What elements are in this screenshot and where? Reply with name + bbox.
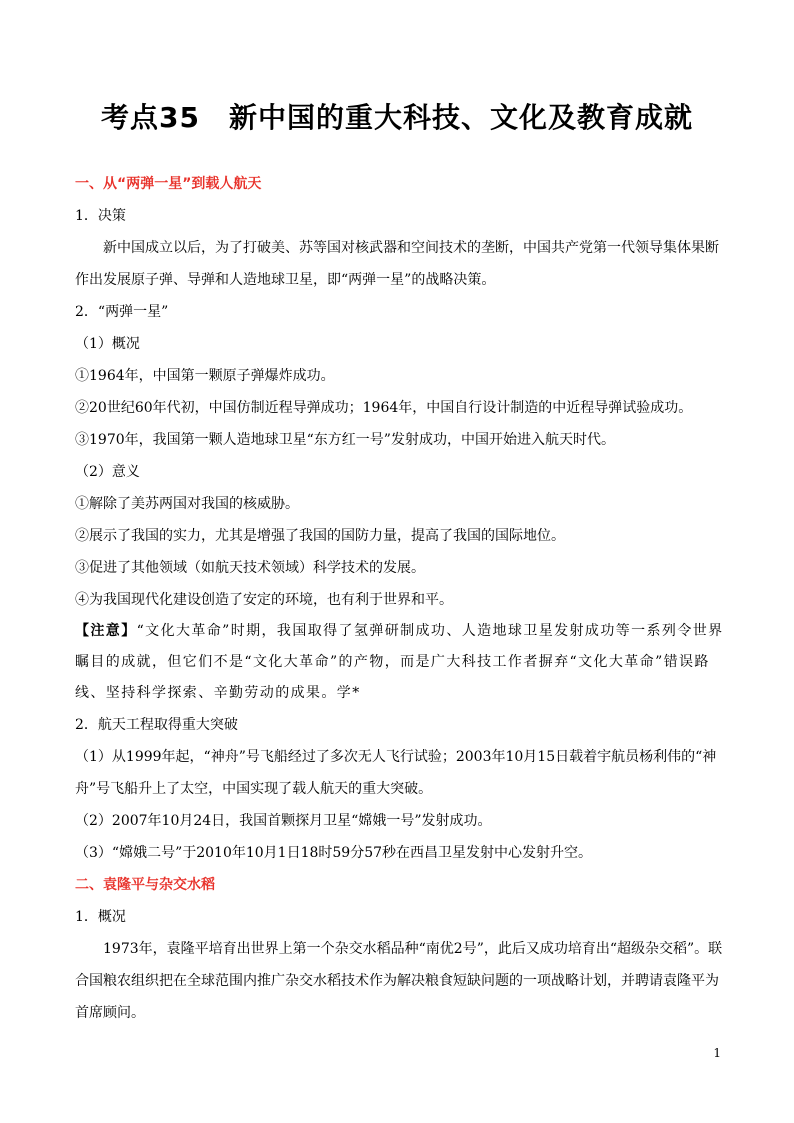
page-title: 考点35 新中国的重大科技、文化及教育成就: [101, 101, 693, 134]
list-item-overview-1: ①1964年，中国第一颗原子弹爆炸成功。: [75, 368, 335, 384]
page-number: 1: [713, 1046, 721, 1060]
list-item-meaning-3: ③促进了其他领域（如航天技术领域）科学技术的发展。: [75, 560, 425, 576]
note-text: “文化大革命”时期，我国取得了氢弹研制成功、人造地球卫星发射成功等一系列令世界瞩目的成就，但它们不是“文化大革命”的产物，而是广大科技工作者摒弃“文化大革命”错误路线、坚持科学探索、辛勤劳动的成果。学*: [75, 623, 724, 701]
paragraph-rice: 1973年，袁隆平培育出世界上第一个杂交水稻品种“南优2号”，此后又成功培育出“超级杂交稻”。联合国粮农组织把在全球范围内推广杂交水稻技术作为解决粮食短缺问题的一项战略计划，并聘请袁隆平为首席顾问。: [75, 941, 723, 1021]
subheading-meaning: （2）意义: [75, 464, 140, 480]
paragraph-decision: 新中国成立以后，为了打破美、苏等国对核武器和空间技术的垄断，中国共产党第一代领导集体果断作出发展原子弹、导弹和人造地球卫星，即“两弹一星”的战略决策。: [75, 240, 719, 288]
note-label: 【注意】: [75, 623, 137, 639]
list-item-meaning-1: ①解除了美苏两国对我国的核威胁。: [75, 496, 299, 512]
subheading-space-breakthrough: 2．航天工程取得重大突破: [75, 717, 238, 733]
subheading-rice-overview: 1．概况: [75, 909, 126, 925]
subheading-two-bombs-one-satellite: 2．“两弹一星”: [75, 304, 169, 320]
list-item-meaning-4: ④为我国现代化建设创造了安定的环境，也有利于世界和平。: [75, 592, 453, 608]
list-item-space-3: （3）“嫦娥二号”于2010年10月1日18时59分57秒在西昌卫星发射中心发射升空。: [75, 845, 593, 861]
section-heading-1: 一、从“两弹一星”到载人航天: [75, 176, 262, 192]
subheading-decision: 1．决策: [75, 208, 126, 224]
subheading-overview: （1）概况: [75, 336, 140, 352]
list-item-space-2: （2）2007年10月24日，我国首颗探月卫星“嫦娥一号”发射成功。: [75, 813, 492, 829]
list-item-meaning-2: ②展示了我国的实力，尤其是增强了我国的国防力量，提高了我国的国际地位。: [75, 528, 565, 544]
list-item-overview-2: ②20世纪60年代初，中国仿制近程导弹成功；1964年，中国自行设计制造的中近程导弹试验成功。: [75, 400, 693, 416]
list-item-space-1: （1）从1999年起，“神舟”号飞船经过了多次无人飞行试验；2003年10月15日载着宇航员杨利伟的“神舟”号飞船升上了太空，中国实现了载人航天的重大突破。: [75, 749, 717, 797]
note-paragraph: [75, 616, 725, 709]
section-heading-2: 二、袁隆平与杂交水稻: [75, 877, 215, 893]
list-item-overview-3: ③1970年，我国第一颗人造地球卫星“东方红一号”发射成功，中国开始进入航天时代。: [75, 432, 615, 448]
document-body: [75, 168, 725, 1029]
